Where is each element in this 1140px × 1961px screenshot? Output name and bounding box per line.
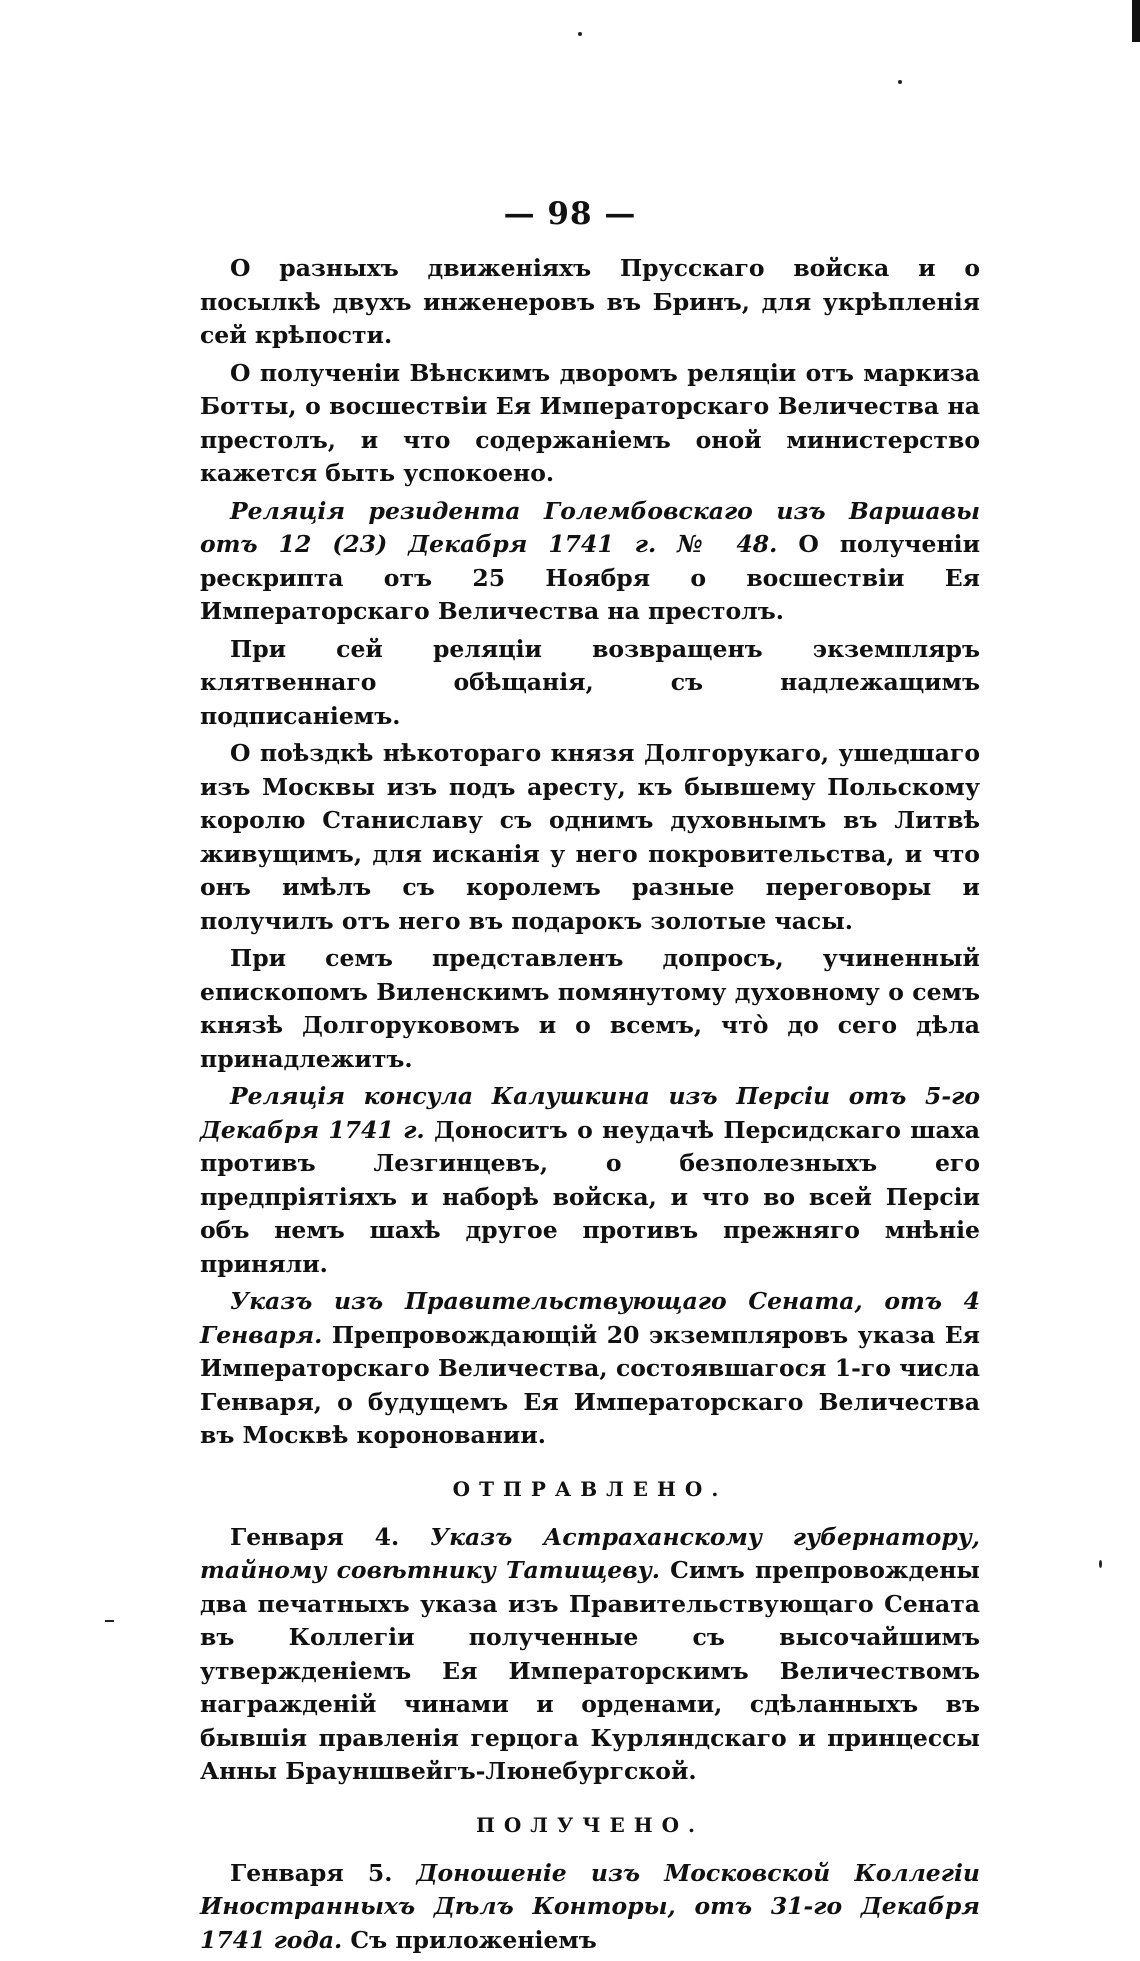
entry-date: Генваря 5. — [230, 1858, 393, 1887]
paragraph: О поѣздкѣ нѣкотораго князя Долгорукаго, ушедшаго изъ Москвы изъ подъ аресту, къ бывшему Польскому королю Станиславу съ однимъ духовнымъ въ Литвѣ живущимъ, для исканія у него покровительства, и что онъ имѣлъ съ королемъ разные переговоры и получилъ отъ него въ подарокъ золотые часы. — [200, 739, 980, 935]
section-heading-sent: ОТПРАВЛЕНО. — [452, 1476, 728, 1501]
paragraph-text: Съ приложеніемъ — [342, 1925, 597, 1954]
document-title: Реляція резидента Голембовскаго изъ Варшавы отъ 12 (23) Декабря 1741 г. № 48. — [200, 496, 980, 558]
entry-date: Генваря 4. — [230, 1522, 400, 1551]
page-body — [200, 252, 980, 1961]
print-speck — [578, 32, 582, 36]
paragraph-text: О полученіи рескрипта отъ 25 Ноября о восшествіи Ея Императорскаго Величества на престолъ. — [200, 530, 980, 625]
sent-entry — [200, 1521, 980, 1789]
print-speck — [105, 1620, 114, 1622]
section-heading-received: ПОЛУЧЕНО. — [475, 1812, 704, 1837]
paragraph: При семъ представленъ допросъ, учиненный епископомъ Виленскимъ помянутому духовному о семъ князѣ Долгоруковомъ и о всемъ, что̀ до сего дѣла принадлежитъ. — [200, 944, 980, 1073]
paragraph-text: Препровождающій 20 экземпляровъ указа Ея Императорскаго Величества, состоявшагося 1-го числа Генваря, о будущемъ Ея Императорскаго Величества въ Москвѣ короновании. — [200, 1320, 980, 1449]
paragraph — [200, 1285, 980, 1453]
print-speck — [898, 80, 902, 84]
paragraph — [200, 495, 980, 629]
paragraph: О разныхъ движеніяхъ Прусскаго войска и о посылкѣ двухъ инженеровъ въ Бринъ, для укрѣпленія сей крѣпости. — [200, 254, 980, 349]
received-entry — [200, 1857, 980, 1958]
paragraph: При сей реляціи возвращенъ экземпляръ клятвеннаго обѣщанія, съ надлежащимъ подписаніемъ. — [200, 634, 980, 730]
print-speck — [1099, 1560, 1102, 1568]
document-title: Указъ Астраханскому губернатору, тайному совѣтнику Татищеву. — [200, 1522, 980, 1584]
document-title: Реляція консула Калушкина изъ Персіи отъ 5-го Декабря 1741 г. — [200, 1082, 980, 1144]
paragraph — [200, 1080, 980, 1281]
document-title: Доношеніе изъ Московской Коллегіи Иностранныхъ Дѣлъ Конторы, отъ 31-го Декабря 1741 года. — [200, 1858, 980, 1954]
paragraph-text: Доноситъ о неудачѣ Персидскаго шаха противъ Лезгинцевъ, о безполезныхъ его предпріятіяхъ и наборѣ войска, и что во всей Персіи объ немъ шахѣ другое противъ прежняго мнѣніе приняли. — [200, 1115, 980, 1278]
page-number: — 98 — — [503, 196, 637, 232]
paragraph-text: Симъ препровождены два печатныхъ указа изъ Правительствующаго Сената въ Коллегіи полученные съ высочайшимъ утвержденіемъ Ея Императорскимъ Величествомъ награжденій чинами и орденами, сдѣланныхъ въ бывшія правленія герцога Курляндскаго и принцессы Анны Брауншвейгъ-Люнебургской. — [200, 1556, 980, 1785]
paragraph: О полученіи Вѣнскимъ дворомъ реляціи отъ маркиза Ботты, о восшествіи Ея Императорскаго Величества на престолъ, и что содержаніемъ оной министерство кажется быть успокоено. — [200, 358, 980, 487]
document-title: Указъ изъ Правительствующаго Сената, отъ 4 Генваря. — [200, 1287, 980, 1349]
binding-edge — [1132, 0, 1140, 42]
